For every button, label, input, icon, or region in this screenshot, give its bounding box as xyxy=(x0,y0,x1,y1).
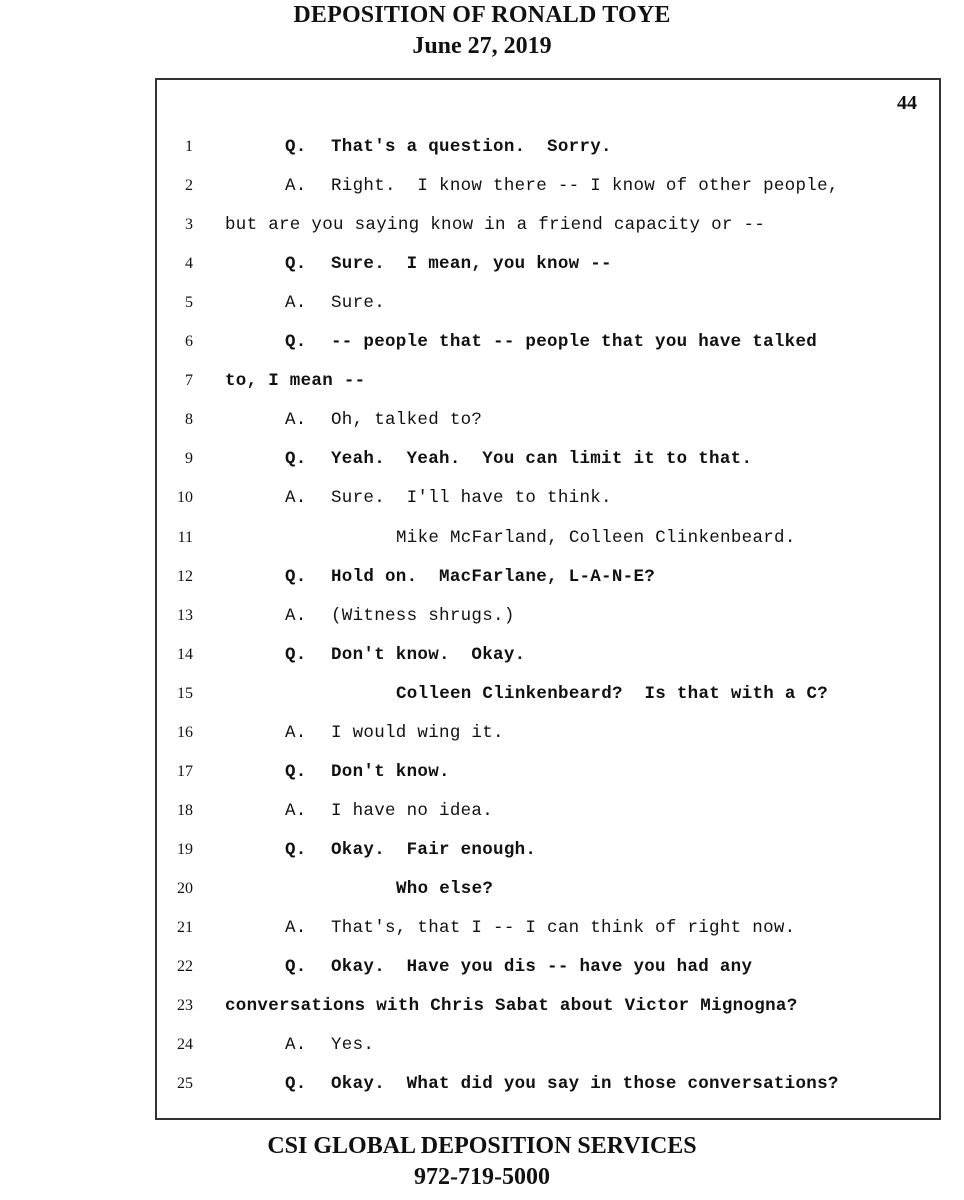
line-text xyxy=(225,210,765,240)
line-text xyxy=(285,562,655,592)
line-number: 25 xyxy=(177,1075,193,1093)
speaker-label: A. xyxy=(285,176,307,197)
document-header xyxy=(0,0,964,60)
testimony-text: Don't know. Okay. xyxy=(331,644,526,665)
line-text xyxy=(285,757,450,787)
testimony-text: but are you saying know in a friend capacity or -- xyxy=(225,215,766,236)
document-footer xyxy=(0,1132,964,1191)
line-number: 1 xyxy=(185,138,193,155)
line-text xyxy=(285,1030,374,1060)
transcript-line xyxy=(157,405,939,435)
speaker-label: Q. xyxy=(285,957,307,978)
testimony-text: conversations with Chris Sabat about Victor Mignogna? xyxy=(225,996,798,1017)
line-text xyxy=(285,718,504,748)
transcript-line xyxy=(157,132,939,162)
line-text xyxy=(285,1069,839,1099)
line-number: 10 xyxy=(177,489,193,507)
transcript-line xyxy=(157,952,939,982)
transcript-line xyxy=(157,249,939,279)
testimony-text: That's, that I -- I can think of right now. xyxy=(331,918,796,938)
transcript-line xyxy=(157,1069,939,1099)
speaker-label: A. xyxy=(285,1035,307,1056)
testimony-text: Oh, talked to? xyxy=(331,410,483,431)
line-text xyxy=(285,444,752,474)
testimony-text: Colleen Clinkenbeard? Is that with a C? xyxy=(396,683,829,704)
testimony-text: I would wing it. xyxy=(331,722,504,743)
transcript-line xyxy=(157,1030,939,1060)
line-number: 20 xyxy=(177,879,193,897)
footer-phone: 972-719-5000 xyxy=(414,1164,550,1190)
speaker-label: Q. xyxy=(285,1074,307,1095)
line-text xyxy=(285,249,612,279)
page-number: 44 xyxy=(897,92,917,114)
transcript-line xyxy=(157,718,939,748)
line-text xyxy=(396,679,828,709)
line-number: 23 xyxy=(177,997,193,1015)
line-number: 3 xyxy=(185,216,193,234)
transcript-line xyxy=(157,171,939,201)
line-text xyxy=(285,640,525,670)
testimony-text: That's a question. Sorry. xyxy=(331,137,612,157)
speaker-label: Q. xyxy=(285,449,307,470)
line-number: 16 xyxy=(177,723,193,741)
line-text xyxy=(225,366,365,396)
testimony-text: Okay. What did you say in those conversations? xyxy=(331,1074,839,1095)
line-number: 8 xyxy=(185,411,193,429)
line-text xyxy=(285,483,612,513)
transcript-line xyxy=(157,640,939,670)
line-text xyxy=(285,601,515,631)
line-number: 15 xyxy=(177,684,193,702)
testimony-text: to, I mean -- xyxy=(225,371,366,392)
transcript-line xyxy=(157,210,939,240)
speaker-label: Q. xyxy=(285,566,307,587)
transcript-line xyxy=(157,991,939,1021)
testimony-text: Yeah. Yeah. You can limit it to that. xyxy=(331,449,753,470)
line-text xyxy=(285,835,536,865)
line-text xyxy=(285,132,612,162)
line-number: 17 xyxy=(177,762,193,780)
transcript-line xyxy=(157,366,939,396)
transcript-line xyxy=(157,288,939,318)
testimony-text: Okay. Fair enough. xyxy=(331,839,537,860)
testimony-text: -- people that -- people that you have talked xyxy=(331,332,818,353)
line-number: 13 xyxy=(177,606,193,624)
speaker-label: Q. xyxy=(285,644,307,665)
transcript-line xyxy=(157,835,939,865)
speaker-label: A. xyxy=(285,410,307,431)
speaker-label: A. xyxy=(285,293,307,314)
transcript-line xyxy=(157,483,939,513)
line-text xyxy=(285,327,817,357)
line-text xyxy=(225,991,798,1021)
transcript-line xyxy=(157,679,939,709)
line-number: 18 xyxy=(177,801,193,819)
transcript-line xyxy=(157,327,939,357)
testimony-text: Mike McFarland, Colleen Clinkenbeard. xyxy=(396,527,796,548)
line-number: 12 xyxy=(177,567,193,585)
line-number: 6 xyxy=(185,333,193,351)
transcript-line xyxy=(157,523,939,553)
testimony-text: (Witness shrugs.) xyxy=(331,605,515,626)
line-text xyxy=(285,913,795,943)
testimony-text: Yes. xyxy=(331,1035,375,1056)
line-text xyxy=(285,952,752,982)
line-number: 14 xyxy=(177,645,193,663)
speaker-label: Q. xyxy=(285,137,307,157)
deposition-date: June 27, 2019 xyxy=(412,33,552,59)
deposition-title: DEPOSITION OF RONALD TOYE xyxy=(293,2,671,28)
speaker-label: A. xyxy=(285,488,307,509)
transcript-line xyxy=(157,444,939,474)
speaker-label: Q. xyxy=(285,761,307,782)
line-number: 19 xyxy=(177,840,193,858)
line-number: 9 xyxy=(185,450,193,468)
testimony-text: Sure. xyxy=(331,293,386,314)
line-number: 4 xyxy=(185,255,193,273)
transcript-line xyxy=(157,913,939,943)
transcript-line xyxy=(157,601,939,631)
speaker-label: A. xyxy=(285,605,307,626)
line-number: 22 xyxy=(177,958,193,976)
testimony-text: I have no idea. xyxy=(331,800,494,821)
line-text xyxy=(285,288,385,318)
transcript-line xyxy=(157,796,939,826)
line-text xyxy=(285,405,482,435)
transcript-line xyxy=(157,757,939,787)
line-text xyxy=(285,796,493,826)
transcript-page-frame xyxy=(155,78,941,1120)
testimony-text: Hold on. MacFarlane, L-A-N-E? xyxy=(331,566,656,587)
line-number: 24 xyxy=(177,1036,193,1054)
testimony-text: Sure. I mean, you know -- xyxy=(331,254,612,275)
speaker-label: A. xyxy=(285,800,307,821)
testimony-text: Okay. Have you dis -- have you had any xyxy=(331,957,753,978)
line-text xyxy=(396,523,796,553)
line-number: 21 xyxy=(177,919,193,936)
transcript-line xyxy=(157,562,939,592)
speaker-label: Q. xyxy=(285,332,307,353)
line-number: 5 xyxy=(185,294,193,312)
testimony-text: Sure. I'll have to think. xyxy=(331,488,612,509)
line-number: 2 xyxy=(185,177,193,195)
speaker-label: A. xyxy=(285,722,307,743)
line-text xyxy=(396,874,493,904)
transcript-line xyxy=(157,874,939,904)
line-text xyxy=(285,171,839,201)
testimony-text: Who else? xyxy=(396,878,494,899)
line-number: 7 xyxy=(185,372,193,390)
footer-company: CSI GLOBAL DEPOSITION SERVICES xyxy=(267,1133,697,1159)
line-number: 11 xyxy=(177,528,193,546)
speaker-label: Q. xyxy=(285,839,307,860)
testimony-text: Don't know. xyxy=(331,761,450,782)
speaker-label: Q. xyxy=(285,254,307,275)
speaker-label: A. xyxy=(285,918,307,938)
testimony-text: Right. I know there -- I know of other people, xyxy=(331,176,839,197)
